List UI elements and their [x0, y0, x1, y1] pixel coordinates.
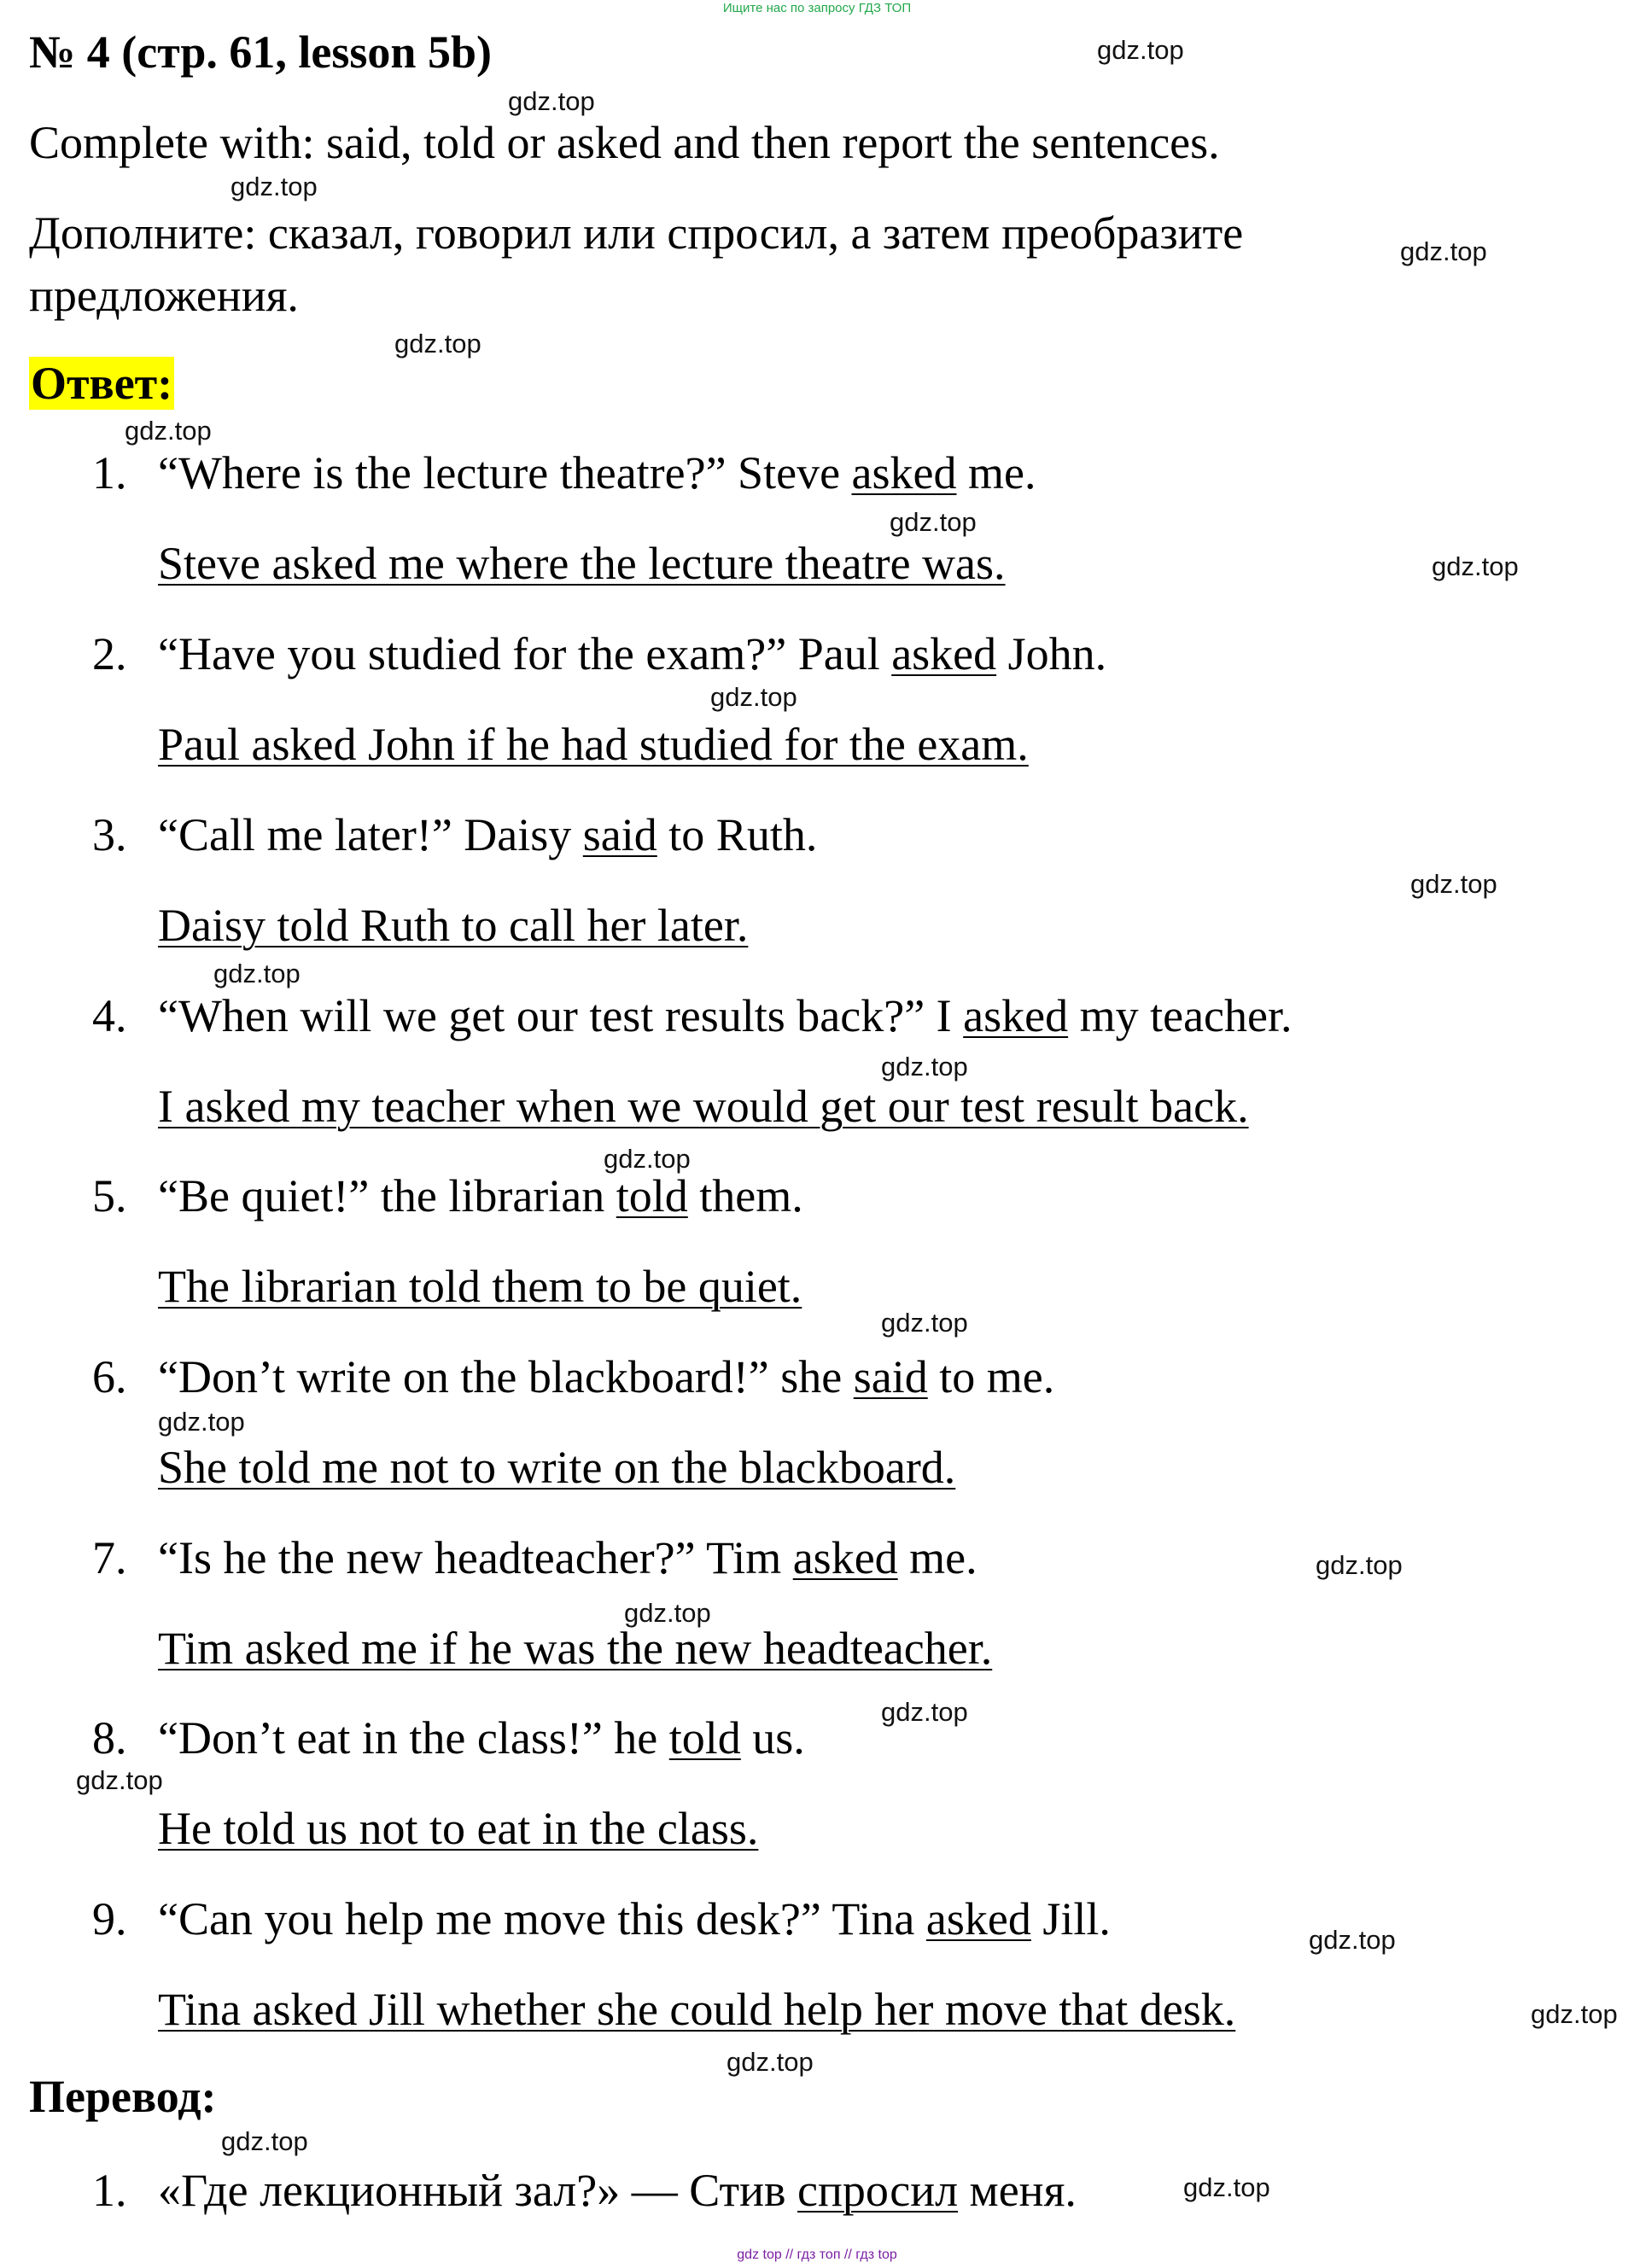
watermark: gdz.top [1432, 551, 1519, 581]
watermark: gdz.top [231, 172, 318, 201]
item-number: 3. [92, 809, 127, 860]
watermark: gdz.top [508, 86, 595, 116]
item-answer: Steve asked me where the lecture theatre was. [158, 538, 1006, 589]
item-verb: asked [925, 1893, 1031, 1944]
answer-label: Ответ: [31, 358, 173, 409]
watermark: gdz.top [1316, 1550, 1403, 1580]
item-number: 4. [92, 990, 127, 1041]
item-number: 8. [92, 1712, 127, 1764]
watermark: gdz.top [727, 2047, 814, 2077]
translation-label: Перевод: [29, 2071, 217, 2122]
watermark: gdz.top [1410, 869, 1497, 899]
item-verb: said [582, 809, 657, 860]
watermark: gdz.top [1183, 2172, 1270, 2202]
watermark: gdz.top [624, 1598, 711, 1628]
item-number: 7. [92, 1532, 127, 1583]
item-verb: told [616, 1170, 688, 1221]
exercise-title: № 4 (стр. 61, lesson 5b) [29, 26, 492, 78]
item-verb: asked [792, 1532, 898, 1583]
translation-sentence: «Где лекционный зал?» — Стив спросил меня. [158, 2165, 1077, 2216]
item-number: 2. [92, 628, 127, 679]
item-answer: I asked my teacher when we would get our test result back. [158, 1081, 1249, 1132]
watermark: gdz.top [1531, 1999, 1618, 2029]
item-number: 6. [92, 1351, 127, 1402]
item-answer: Tim asked me if he was the new headteacher. [158, 1623, 993, 1674]
watermark: gdz.top [890, 507, 977, 537]
item-question: “Be quiet!” the librarian told them. [158, 1170, 803, 1221]
item-question: “Have you studied for the exam?” Paul asked John. [158, 628, 1107, 679]
watermark: gdz.top [1400, 236, 1487, 266]
top-banner: Ищите нас по запросу ГДЗ ТОП [722, 1, 912, 15]
item-number: 1. [92, 447, 127, 498]
item-question: “Can you help me move this desk?” Tina asked Jill. [158, 1893, 1111, 1944]
item-verb: said [853, 1351, 928, 1402]
watermark: gdz.top [394, 329, 481, 359]
watermark: gdz.top [158, 1407, 245, 1437]
translation-verb: спросил [797, 2165, 959, 2216]
watermark: gdz.top [1097, 35, 1184, 65]
task-instruction-ru-line2: предложения. [29, 270, 299, 321]
task-instruction-ru-line1: Дополните: сказал, говорил или спросил, а затем преобразите [29, 207, 1244, 259]
watermark: gdz.top [213, 959, 301, 988]
translation-number: 1. [92, 2165, 127, 2216]
footer-watermark: gdz top // гдз топ // гдз top [737, 2248, 897, 2262]
item-answer: The librarian told them to be quiet. [158, 1261, 802, 1312]
item-question: “Call me later!” Daisy said to Ruth. [158, 809, 818, 860]
item-verb: asked [963, 990, 1069, 1041]
item-answer: She told me not to write on the blackboard. [158, 1442, 956, 1493]
item-answer: Daisy told Ruth to call her later. [158, 900, 749, 951]
item-answer: Tina asked Jill whether she could help her move that desk. [158, 1984, 1236, 2035]
item-question: “Don’t eat in the class!” he told us. [158, 1712, 805, 1764]
item-answer: Paul asked John if he had studied for the exam. [158, 719, 1029, 770]
item-verb: asked [851, 447, 957, 498]
item-answer: He told us not to eat in the class. [158, 1803, 759, 1854]
item-question: “When will we get our test results back?” I asked my teacher. [158, 990, 1293, 1041]
item-number: 9. [92, 1893, 127, 1944]
item-question: “Is he the new headteacher?” Tim asked me. [158, 1532, 977, 1583]
item-verb: told [668, 1712, 741, 1764]
watermark: gdz.top [710, 682, 797, 712]
watermark: gdz.top [881, 1697, 968, 1727]
watermark: gdz.top [125, 416, 212, 446]
watermark: gdz.top [881, 1052, 968, 1082]
watermark: gdz.top [76, 1765, 163, 1795]
item-question: “Where is the lecture theatre?” Steve asked me. [158, 447, 1036, 498]
watermark: gdz.top [604, 1144, 691, 1174]
item-question: “Don’t write on the blackboard!” she said to me. [158, 1351, 1055, 1402]
item-number: 5. [92, 1170, 127, 1221]
watermark: gdz.top [221, 2126, 308, 2156]
watermark: gdz.top [881, 1308, 968, 1338]
item-verb: asked [891, 628, 997, 679]
task-instruction-en: Complete with: said, told or asked and then report the sentences. [29, 117, 1220, 168]
watermark: gdz.top [1309, 1925, 1396, 1955]
